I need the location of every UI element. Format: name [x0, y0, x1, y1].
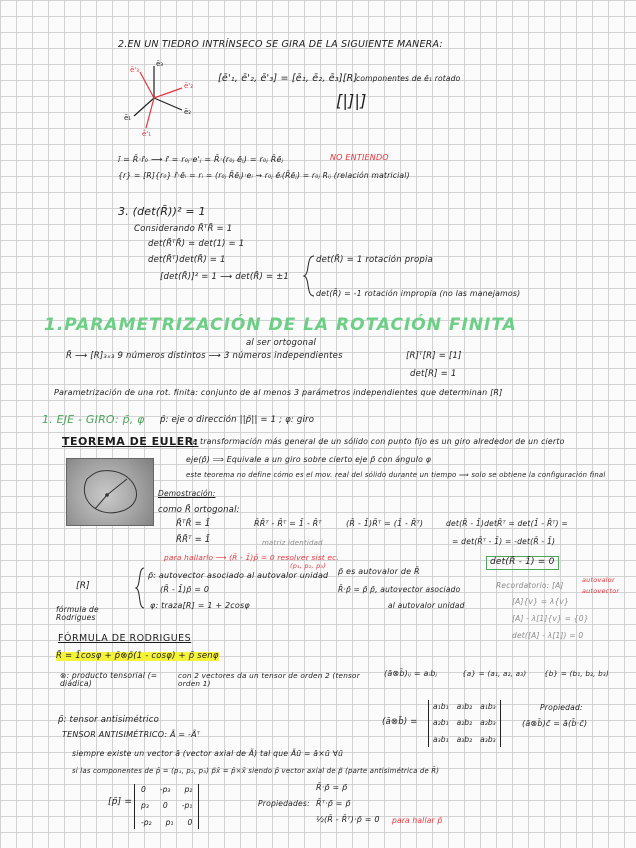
- red-note: para hallarlo ⟶ (R̄ - 1̄)p̄ = 0 resolver sist ec.: [164, 553, 339, 562]
- R-brace: [134, 566, 146, 610]
- ortho-eq-1: R̄ᵀR̄ = 1̄: [176, 519, 211, 529]
- svg-text:ē₃: ē₃: [156, 60, 164, 68]
- eig-r-2: R̄·p̄ = p̄ p̄, autovector asociado: [338, 585, 461, 594]
- eigen-line-3: φ: traza[R] = 1 + 2cosφ: [150, 601, 250, 610]
- p-cell: p₃: [141, 801, 149, 811]
- ortho-label: como R̄ ortogonal:: [158, 505, 240, 515]
- det-line-2: det(R̄ᵀR̄) = det(1) = 1: [148, 239, 245, 249]
- rotation-line-1: ī = R̄·r̄₀ ⟶ r̄ = r₀ⱼ·e'ⱼ = R̄·(r₀ⱼ ēⱼ) = r₀ⱼ R̄ēⱼ: [118, 155, 284, 164]
- result-box: det(R̄ - 1̄) = 0: [486, 556, 559, 570]
- p-matrix: [134, 784, 199, 829]
- aob-cell: a₂b₃: [480, 718, 496, 728]
- orth-note: al ser ortogonal: [246, 338, 317, 348]
- formula-left: fórmula de Rodrigues: [56, 605, 99, 623]
- prop-formula: (ā⊗b̄)c̄ = ā(b̄·c̄): [522, 719, 588, 728]
- prop-label: Propiedad:: [540, 703, 583, 712]
- basis-equation: [ē'₁, ē'₂, ē'₃] = [ē₁, ē₂, ē₃][R]: [218, 73, 358, 84]
- rodrigues-heading: FÓRMULA DE RODRIGUES: [58, 633, 192, 644]
- det-line-3: det(R̄ᵀ)det(R̄) = 1: [148, 255, 226, 265]
- recall-line-1: [A]{v} = λ{v}: [512, 597, 570, 606]
- param-line: R̄ ⟶ [R]₃ₓ₃ 9 números distintos ⟶ 3 números independientes: [66, 351, 343, 361]
- otimes-desc: con 2 vectores da un tensor de orden 2 (tensor orden 1): [178, 671, 360, 689]
- prop-1: R̄·p̄ = p̄: [316, 783, 348, 792]
- svg-text:ē₁: ē₁: [124, 114, 132, 122]
- svg-text:ē'₃: ē'₃: [130, 66, 140, 74]
- bullet-1: siempre existe un vector ā (vector axial de Ã) tal que Ãū = ā×ū ∀ū: [72, 749, 344, 758]
- p-cell: -p₁: [181, 801, 193, 811]
- det-plus: det(R̄) = 1 rotación propia: [316, 255, 433, 265]
- p-row-2: [141, 802, 192, 810]
- aob-cell: a₃b₃: [480, 734, 496, 744]
- aob-cell: a₃b₂: [456, 734, 473, 744]
- p-cell: 0: [141, 785, 146, 794]
- vec-b: {b} = (b₁, b₂, b₃): [544, 669, 609, 678]
- aob-cell: a₁b₃: [480, 702, 496, 711]
- aob-matrix: [428, 700, 501, 747]
- bullet-2: si las componentes de p̄ = (p₁, p₂, p₃) p̃x̄ = p̄×x̄ siendo p̄ vector axial de p̃ (parte antisimétrica de R̄): [72, 767, 440, 775]
- props-label: Propiedades:: [258, 799, 310, 808]
- euler-heading: TEOREMA DE EULER:: [62, 435, 199, 448]
- aob-matrix-label: (ā⊗b̄) =: [382, 717, 418, 727]
- rt-equation: [R]ᵀ[R] = [1]: [406, 351, 462, 361]
- antisym-def: TENSOR ANTISIMÉTRICO: Ã = -Ãᵀ: [62, 730, 201, 739]
- det-line-1: Considerando R̄ᵀR̄ = 1: [134, 224, 233, 234]
- p-row-1: [141, 786, 192, 794]
- aob-cell: a₂b₂: [456, 718, 473, 728]
- p-row-3: [141, 819, 192, 827]
- ortho-eq-3: R̄R̄ᵀ - R̄ᵀ = 1̄ - R̄ᵀ: [254, 519, 322, 528]
- ortho-eq-2: R̄R̄ᵀ = 1̄: [176, 535, 211, 545]
- eigen-line-1: p̄: autovector asociado al autovalor unidad: [148, 571, 329, 580]
- demo-label: Demostración:: [158, 489, 216, 498]
- det-minus: det(R̄) = -1 rotación impropia (no las manejamos): [316, 289, 521, 298]
- axis-description: p̄: eje o dirección ||p̄|| = 1 ; φ: giro: [160, 415, 315, 425]
- euler-sketch-photo: [66, 458, 154, 526]
- aob-row-2: [433, 719, 496, 727]
- p-cell: -p₂: [141, 817, 152, 827]
- svg-text:ē'₂: ē'₂: [184, 82, 194, 90]
- section2-title: 2.EN UN TIEDRO INTRÍNSECO SE GIRA DE LA SIGUIENTE MANERA:: [118, 39, 443, 50]
- eig-r-1: p̄ es autovalor de R̄: [338, 567, 420, 576]
- prop-2: R̄ᵀ·p̄ = p̄: [316, 799, 351, 808]
- svg-text:ē₂: ē₂: [184, 108, 192, 116]
- p-cell: 0: [162, 801, 168, 811]
- euler-line-3: este teorema no define cómo es el mov. real del sólido durante un tiempo ⟹ solo se obtiene la configuración final: [186, 471, 606, 479]
- no-entiendo-note: NO ENTIENDO: [330, 153, 389, 162]
- ortho-eq-5: det(R̄ - 1̄)detR̄ᵀ = det(1̄ - R̄ᵀ) =: [446, 519, 568, 528]
- det-brace: [302, 254, 316, 298]
- aob-row-3: [433, 736, 496, 744]
- aob-row-1: [433, 703, 496, 711]
- autovector-tag: autovector: [582, 587, 620, 595]
- axis-label: 1. EJE - GIRO: p̄, φ: [42, 413, 145, 426]
- vec-a: {a} = (a₁, a₂, a₃): [462, 669, 527, 678]
- identity-note: matriz identidad: [262, 539, 323, 547]
- aob-cell: a₁b₁: [433, 702, 449, 711]
- aob-def: (ā⊗b̄)ᵢⱼ = aᵢbⱼ: [384, 669, 438, 678]
- param-definition: Parametrización de una rot. finita: conjunto de al menos 3 parámetros independientes que determinan [R]: [54, 388, 503, 397]
- otimes-def: ⊗: producto tensorial (= diádica): [60, 671, 158, 689]
- p-cell: -p₃: [159, 785, 171, 794]
- ortho-eq-4: (R̄ - 1̄)R̄ᵀ = (1̄ - R̄ᵀ): [346, 519, 424, 528]
- eigen-line-2: (R̄ - 1̄)p̄ = 0: [160, 585, 210, 594]
- eig-r-3: al autovalor unidad: [388, 601, 465, 610]
- red-subnote: (p₁, p₂, p₃): [290, 562, 326, 570]
- aob-cell: a₁b₂: [456, 702, 473, 711]
- p-cell: 0: [187, 817, 193, 827]
- aob-cell: a₃b₁: [433, 734, 449, 744]
- ptilde-def: p̃: tensor antisimétrico: [58, 715, 159, 725]
- param-heading: 1.PARAMETRIZACIÓN DE LA ROTACIÓN FINITA: [44, 315, 517, 335]
- R-label: [R]: [76, 581, 90, 591]
- svg-text:ē'₁: ē'₁: [142, 130, 152, 138]
- euler-line-2: eje(p̄) ⟹ Equivale a un giro sobre cierto eje p̄ con ángulo φ: [186, 455, 432, 464]
- recall-line-3: det([A] - λ[1]) = 0: [512, 631, 584, 640]
- recall-label: Recordatorio: [A]: [496, 581, 564, 590]
- rotation-line-2: {r} = [R]{r₀} r̄·ēᵢ = rᵢ = (r₀ⱼ R̄ēⱼ)·eᵢ → r₀ⱼ ēᵢ(R̄ēⱼ) = r₀ⱼ Rᵢⱼ (relación matricial): [118, 171, 410, 180]
- p-cell: p₁: [165, 817, 174, 827]
- autovalor-tag: autovalor: [582, 576, 615, 584]
- det-title: 3. (det(R̄))² = 1: [118, 205, 206, 218]
- triad-diagram: [112, 58, 202, 138]
- para-hallar: para hallar p̄: [392, 816, 443, 825]
- rodrigues-formula: R̄ = 1̄cosφ + p̄⊗p̄(1 - cosφ) + p̃ senφ: [56, 651, 219, 661]
- det-line-4: [det(R̄)]² = 1 ⟶ det(R̄) = ±1: [160, 272, 290, 282]
- recall-line-2: [A] - λ[1]{v} = {0}: [512, 614, 589, 623]
- p-matrix-label: [p̃] =: [108, 797, 133, 807]
- p-cell: p₂: [184, 785, 193, 794]
- aob-cell: a₂b₁: [433, 718, 449, 728]
- column-brackets: [|]|]: [336, 91, 367, 110]
- basis-note: componentes de ē₁ rotado: [356, 74, 461, 83]
- prop-3: ½(R̄ - R̄ᵀ)·p̄ = 0: [316, 815, 380, 824]
- euler-statement: la transformación más general de un sólido con punto fijo es un giro alrededor de un cierto: [190, 437, 565, 446]
- det-equation: det[R] = 1: [410, 369, 457, 379]
- ortho-eq-6: = det(R̄ᵀ - 1̄) = -det(R̄ - 1̄): [452, 537, 556, 546]
